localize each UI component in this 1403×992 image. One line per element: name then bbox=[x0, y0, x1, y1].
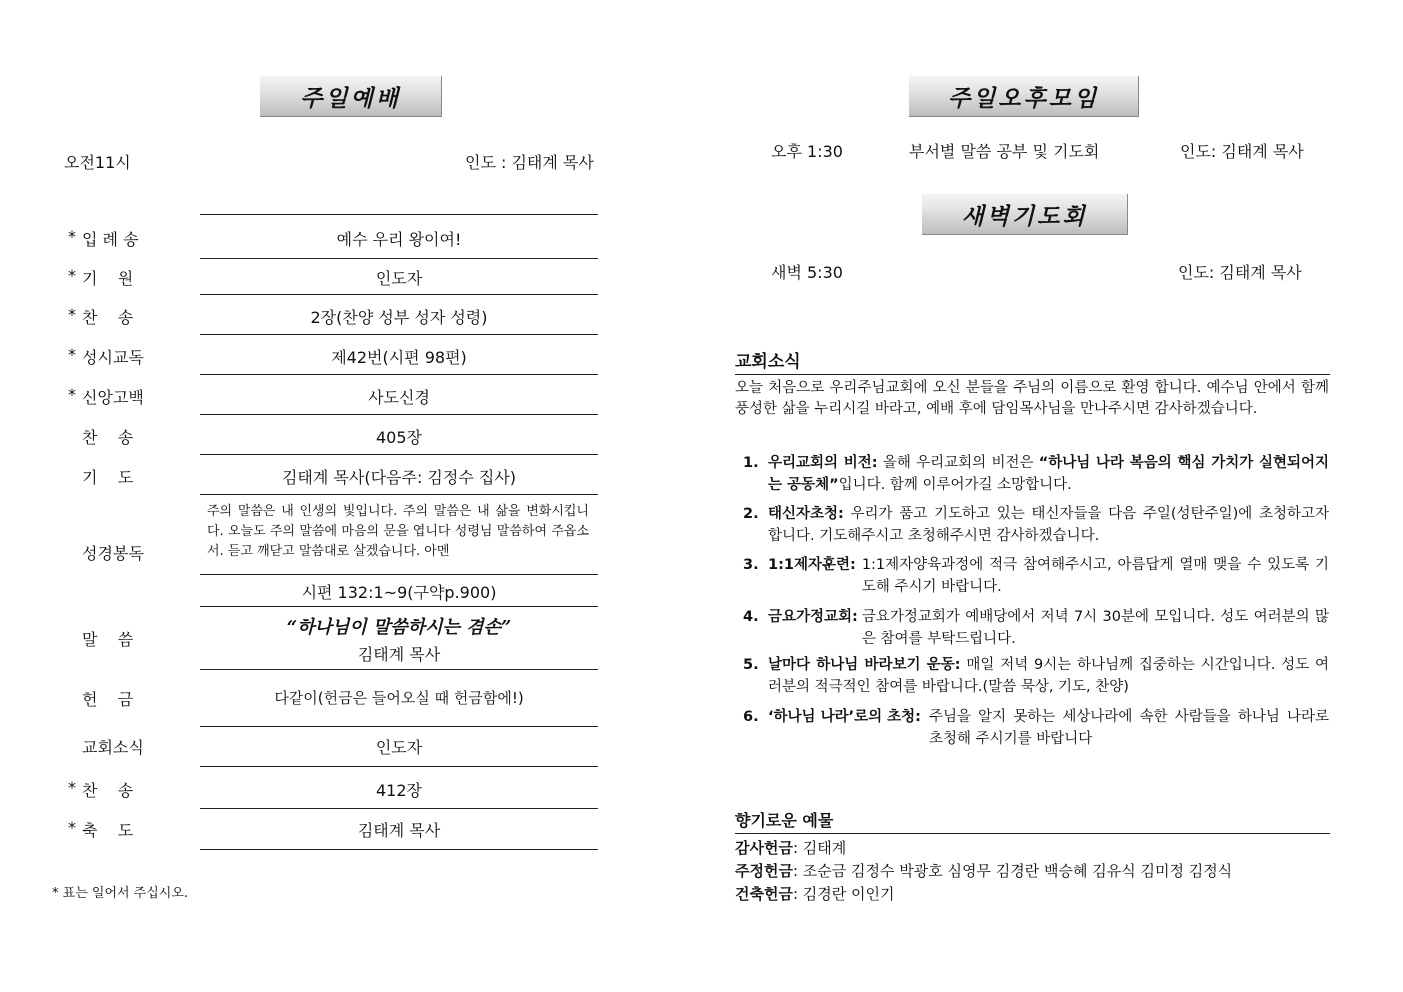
dawn-time: 새벽 5:30 bbox=[771, 263, 843, 282]
worship-time: 오전11시 bbox=[64, 153, 131, 172]
news-item: 1. 우리교회의 비전: 올해 우리교회의 비전은 “하나님 나라 복음의 핵심 가치가 실현되어지는 공동체”입니다. 함께 이루어가길 소망합니다. bbox=[743, 455, 1329, 493]
table-line bbox=[200, 294, 598, 295]
order-content: 제42번(시편 98편) bbox=[331, 348, 467, 367]
order-content: 사도신경 bbox=[368, 388, 430, 407]
table-line bbox=[200, 606, 598, 607]
order-content: 412장 bbox=[376, 781, 422, 800]
afternoon-leader: 인도: 김태계 목사 bbox=[1180, 142, 1304, 161]
order-content: 인도자 bbox=[375, 738, 423, 757]
table-line bbox=[200, 669, 598, 670]
offering-line: 건축헌금: 김경란 이인기 bbox=[735, 885, 895, 903]
table-line bbox=[200, 374, 598, 375]
sermon-title: “하나님이 말씀하시는 겸손” bbox=[286, 617, 512, 638]
table-line bbox=[200, 726, 598, 727]
table-line bbox=[200, 454, 598, 455]
table-line bbox=[200, 808, 598, 809]
news-item: 5. 날마다 하나님 바라보기 운동: 매일 저녁 9시는 하나님께 집중하는 시간입니다. 성도 여러분의 적극적인 참여를 바랍니다.(말씀 묵상, 기도, 찬양) bbox=[743, 657, 1329, 695]
order-content: 2장(찬양 성부 성자 성령) bbox=[310, 308, 488, 327]
afternoon-time: 오후 1:30 bbox=[771, 142, 843, 161]
afternoon-banner: 주일오후모임 bbox=[909, 76, 1139, 117]
news-item: 3. 1:1제자훈련: 1:1제자양육과정에 적극 참여해주시고, 아름답게 열매 맺을 수 있도록 기도해 주시기 바랍니다. bbox=[743, 557, 1329, 595]
order-content: 김태계 목사 bbox=[357, 821, 441, 840]
offering-line: 주정헌금: 조순금 김정수 박광호 심영무 김경란 백승혜 김유식 김미정 김정식 bbox=[735, 862, 1233, 880]
table-line bbox=[200, 849, 598, 850]
table-line bbox=[200, 574, 598, 575]
afternoon-desc: 부서별 말씀 공부 및 기도회 bbox=[909, 142, 1100, 161]
order-content: 예수 우리 왕이여! bbox=[336, 230, 462, 249]
offerings-title: 향기로운 예물 bbox=[735, 808, 1330, 834]
dawn-banner: 새벽기도회 bbox=[922, 194, 1128, 235]
worship-banner: 주일예배 bbox=[260, 76, 442, 117]
footnote: * 표는 일어서 주십시오. bbox=[52, 886, 189, 901]
order-content: 인도자 bbox=[375, 269, 423, 288]
order-content: 다같이(헌금은 들어오실 때 헌금함에!) bbox=[274, 689, 524, 707]
news-item: 6. ‘하나님 나라’로의 초청: 주님을 알지 못하는 세상나라에 속한 사람들을 하나님 나라로 초청해 주시기를 바랍니다 bbox=[743, 709, 1329, 747]
reading-prayer: 주의 말씀은 내 인생의 빛입니다. 주의 말씀은 내 삶을 변화시킵니다. 오늘도 주의 말씀에 마음의 문을 엽니다 성령님 말씀하여 주옵소서. 듣고 깨닫고 말씀대로 살겠습니다. 아멘 bbox=[207, 504, 589, 559]
offering-line: 감사헌금: 김태계 bbox=[735, 839, 847, 857]
table-line bbox=[200, 258, 598, 259]
worship-leader: 인도 : 김태계 목사 bbox=[465, 153, 594, 172]
table-line bbox=[200, 334, 598, 335]
order-content: 김태계 목사(다음주: 김정수 집사) bbox=[281, 468, 517, 487]
table-line bbox=[200, 766, 598, 767]
sermon-preacher: 김태계 목사 bbox=[357, 645, 441, 664]
news-intro: 오늘 처음으로 우리주님교회에 오신 분들을 주님의 이름으로 환영 합니다. 예수님 안에서 함께 풍성한 삶을 누리시길 바라고, 예배 후에 담임목사님을 만나주시면 감사하겠습니다. bbox=[735, 380, 1329, 417]
table-line bbox=[200, 494, 598, 495]
order-content: 405장 bbox=[376, 428, 422, 447]
news-item: 2. 태신자초청: 우리가 품고 기도하고 있는 태신자들을 다음 주일(성탄주일)에 초청하고자 합니다. 기도해주시고 초청해주시면 감사하겠습니다. bbox=[743, 506, 1329, 544]
reading-passage: 시편 132:1~9(구약p.900) bbox=[301, 583, 497, 602]
table-line bbox=[200, 414, 598, 415]
news-item: 4. 금요가정교회: 금요가정교회가 예배당에서 저녁 7시 30분에 모입니다. 성도 여러분의 많은 참여를 부탁드립니다. bbox=[743, 609, 1329, 647]
table-line bbox=[200, 214, 598, 215]
dawn-leader: 인도: 김태계 목사 bbox=[1178, 263, 1302, 282]
news-title: 교회소식 bbox=[735, 347, 1330, 375]
